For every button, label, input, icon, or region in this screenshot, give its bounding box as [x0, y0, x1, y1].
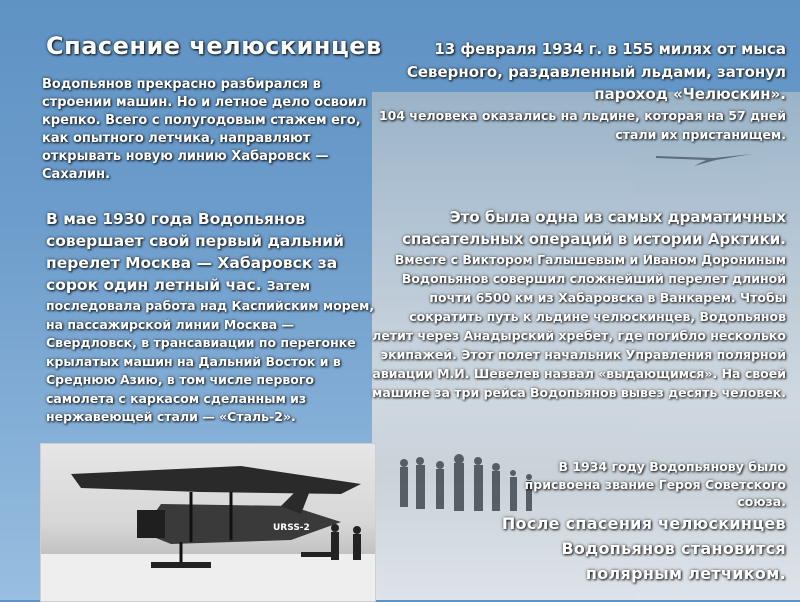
plane-registration: URSS-2 — [273, 523, 310, 533]
slide-title: Спасение челюскинцев — [46, 32, 382, 60]
plane-photo — [40, 443, 376, 602]
flight-rest-text: Затем последовала работа над Каспийским морем, на пассажирской линии Москва — Свердловск, в трансавиации по перегонке крылатых машин на Дальний Восток и в Среднюю Азию, в том числе первого самолета с каркасом сделанным из нержавеющей стали — «Сталь-2». — [46, 278, 375, 424]
plane-icon — [41, 444, 375, 601]
hero-polar-text: После спасения челюскинцев Водопьянов становится полярным летчиком. — [501, 513, 786, 583]
hero-paragraph — [486, 458, 786, 586]
shipwreck-rest-text: 104 человека оказались на льдине, которая на 57 дней стали их пристанищем. — [378, 107, 786, 142]
rescue-rest-text: Вместе с Виктором Галышевым и Иваном Дорониным Водопьянов совершил сложнейший перелет длиной почти 6500 км из Хабаровска в Ванкарем. Чтобы сократить путь к льдине челюскинцев, Водопьянов летит через Анадырский хребет, где погибло несколько экипажей. Этот полет начальник Управления полярной авиации М.И. Шевелев назвал «выдающимся». На своей машине за три рейса Водопьянов вывез десять человек. — [372, 252, 786, 400]
rescue-lead-text: Это была одна из самых драматичных спасательных операций в истории Арктики. — [402, 208, 786, 248]
shipwreck-lead-text: 13 февраля 1934 г. в 155 милях от мыса Северного, раздавленный льдами, затонул пароход «Челюскин». — [406, 40, 786, 103]
intro-text: Водопьянов прекрасно разбирался в строении машин. Но и летное дело освоил крепко. Всего с полугодовым стажем его, как опытного летчика, направляют открывать новую линию Хабаровск — Сахалин. — [42, 77, 367, 182]
shipwreck-paragraph — [376, 38, 786, 144]
hero-award-text: В 1934 году Водопьянову было присвоена звание Героя Советского союза. — [524, 459, 786, 509]
flight-lead-text: В мае 1930 года Водопьянов совершает свой первый дальний перелет Москва — Хабаровск за сорок один летный час. — [46, 210, 344, 294]
flight-paragraph — [46, 208, 376, 426]
distant-plane-icon — [654, 142, 754, 172]
rescue-paragraph — [366, 206, 786, 402]
